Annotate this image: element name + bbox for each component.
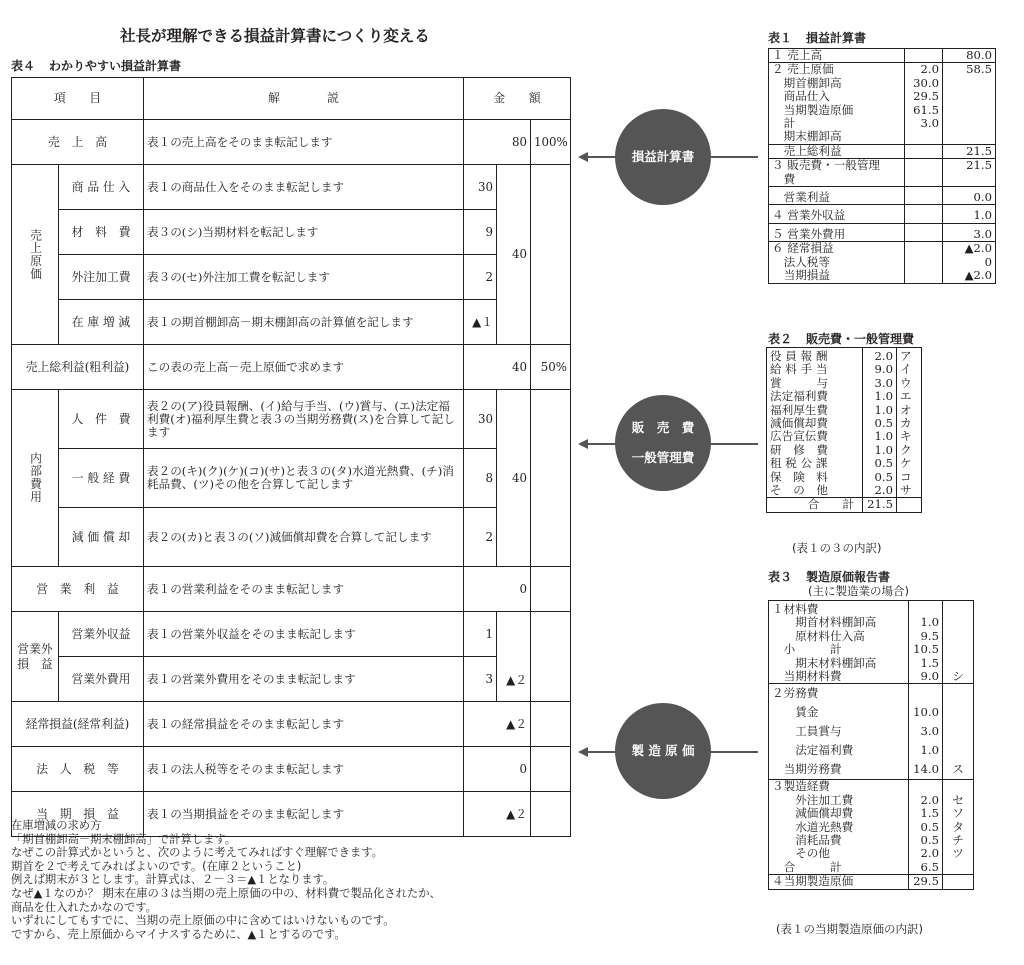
table1-b: 0.0 — [943, 187, 996, 205]
row-naibu-value: 2 — [464, 508, 497, 567]
row-toki-total: ▲２ — [497, 792, 531, 837]
row-genka-value: 30 — [464, 165, 497, 210]
table3-caption-title: 製造原価報告書 — [806, 570, 891, 584]
table2-kana: ア イ ウ エ オ カ キ ク ケ コ サ — [900, 349, 912, 498]
row-hojin-label: 法 人 税 等 — [12, 747, 144, 792]
table2-labels: 役 員 報 酬 給 料 手 当 賞 与 法定福利費 福利厚生費 減価償却費 広告宣伝費 研 修 費 租 税 公 課 保 険 料 そ の 他 — [767, 348, 863, 498]
table1-row — [769, 223, 996, 241]
row-genka-value: ▲１ — [464, 300, 497, 345]
table1-row — [769, 205, 996, 223]
note-line: なぜ▲１なのか？ 期末在庫の３は当期の売上原価の中の、材料費で製品化されたか、 — [11, 886, 441, 900]
row-eigyogai-desc: 表１の営業外費用をそのまま転記します — [144, 657, 464, 702]
row-naibu-label: 減 価 償 却 — [59, 508, 144, 567]
table3-sec3-labels: ３製造経費 外注加工費 減価償却費 水道光熱費 消耗品費 その他 合 計 — [769, 780, 909, 875]
note-line: いずれにしてもすでに、当期の売上原価の中に含めてはいけないものです。 — [11, 914, 395, 928]
row-eigyo-label: 営 業 利 益 — [12, 567, 144, 612]
group-genka: 売上原価 — [28, 228, 43, 281]
row-uriage-pct: 100% — [531, 120, 571, 165]
table1-row — [769, 63, 996, 144]
row-naibu-label: 一 般 経 費 — [59, 449, 144, 508]
note-line: なぜこの計算式かというと、次のように考えてみればすぐ理解できます。 — [11, 846, 383, 860]
table1-label: ４ 営業外収益 — [769, 205, 905, 223]
table1-b: ▲2.0 0 ▲2.0 — [943, 242, 996, 283]
table1 — [768, 48, 996, 284]
table3-sec4-value: 29.5 — [909, 875, 943, 889]
row-keijo-total: ▲２ — [497, 702, 531, 747]
row-genka-desc: 表３の(シ)当期材料を転記します — [144, 210, 464, 255]
header-item: 項 目 — [12, 78, 144, 120]
table1-label: 営業利益 — [769, 187, 905, 205]
table1-a: 2.0 30.0 29.5 61.5 3.0 — [905, 63, 943, 144]
table1-label: １ 売上高 — [769, 49, 905, 63]
table3-sec1-kana: シ — [952, 669, 964, 684]
table1-label: 売上総利益 — [769, 144, 905, 158]
row-arari-desc: この表の売上高－売上原価で求めます — [144, 345, 464, 390]
row-arari-pct: 50% — [531, 345, 571, 390]
row-genka-value: 2 — [464, 255, 497, 300]
header-explanation: 解 説 — [144, 78, 464, 120]
table2-values: 2.0 9.0 3.0 1.0 1.0 0.5 1.0 1.0 0.5 0.5 2.0 — [863, 348, 897, 498]
genka-subtotal: 40 — [497, 165, 531, 345]
row-hojin-total: 0 — [497, 747, 531, 792]
table1-row — [769, 159, 996, 187]
row-hojin-desc: 表１の法人税等をそのまま転記します — [144, 747, 464, 792]
table3-sec4-label: ４当期製造原価 — [769, 875, 909, 889]
table3-sec3-kana: セ ソ タ チ ツ — [943, 780, 974, 875]
table4 — [11, 77, 571, 837]
table1-b: 58.5 — [943, 63, 996, 144]
note-line: 在庫増減の求め方 — [11, 819, 102, 832]
row-genka-desc: 表１の期首棚卸高－期末棚卸高の計算値を記します — [144, 300, 464, 345]
row-eigyo-desc: 表１の営業利益をそのまま転記します — [144, 567, 464, 612]
table2 — [766, 347, 922, 513]
row-genka-value: 9 — [464, 210, 497, 255]
table4-caption-no: 表４ — [11, 59, 36, 73]
row-uriage-total: 80 — [497, 120, 531, 165]
table3-sec2-labels: ２労務費 賃金 工員賞与 法定福利費 当期労務費 — [769, 684, 909, 780]
table2-caption — [768, 330, 914, 347]
row-uriage-label: 売 上 高 — [12, 120, 144, 165]
note-line: 商品を仕入れたかなのです。 — [11, 900, 157, 914]
note-block — [11, 819, 441, 941]
group-eigyogai: 営業外損 益 — [12, 612, 59, 702]
table1-label: ２ 売上原価 期首棚卸高 商品仕入 当期製造原価 計 期末棚卸高 — [769, 63, 905, 144]
eigyogai-subtotal: ▲２ — [497, 612, 531, 702]
arrow-head — [578, 152, 588, 162]
table2-footnote: (表１の３の内訳) — [792, 541, 882, 555]
row-arari-total: 40 — [497, 345, 531, 390]
row-naibu-desc: 表２の(キ)(ク)(ケ)(コ)(サ)と表３の(タ)水道光熱費、(チ)消耗品費、(ツ)その他を合算して記します — [144, 449, 464, 508]
row-genka-desc: 表１の商品仕入をそのまま転記します — [144, 165, 464, 210]
note-line: ですから、売上原価からマイナスするために、▲１とするのです。 — [11, 927, 346, 941]
table4-caption-title: わかりやすい損益計算書 — [49, 59, 182, 73]
table2-total-value: 21.5 — [863, 498, 897, 512]
row-uriage-desc: 表１の売上高をそのまま転記します — [144, 120, 464, 165]
circle-sga-bottom: 一般管理費 — [631, 450, 695, 465]
table1-caption-title: 損益計算書 — [806, 31, 867, 45]
circle-mfg-label: 製 造 原 価 — [631, 743, 695, 758]
table1-b: 3.0 — [943, 223, 996, 241]
circle-sga — [615, 395, 711, 491]
circle-sga-top: 販 売 費 — [631, 420, 695, 435]
table2-caption-title: 販売費・一般管理費 — [806, 332, 915, 346]
row-genka-label: 商 品 仕 入 — [59, 165, 144, 210]
table1-label: ６ 経常損益 法人税等 当期損益 — [769, 242, 905, 283]
table1-row — [769, 144, 996, 158]
note-line: 「期首棚卸高－期末棚卸高」で計算します。 — [11, 832, 237, 846]
row-genka-desc: 表３の(セ)外注加工費を転記します — [144, 255, 464, 300]
row-toki-label: 当 期 損 益 — [12, 792, 144, 837]
table3-caption-no: 表３ — [768, 570, 793, 584]
table3 — [768, 600, 974, 890]
circle-pl-label: 損益計算書 — [631, 149, 695, 164]
arrow-head — [578, 747, 588, 757]
circle-mfg — [615, 703, 711, 799]
row-eigyogai-desc: 表１の営業外収益をそのまま転記します — [144, 612, 464, 657]
table1-b: 21.5 — [943, 159, 996, 187]
table1-row — [769, 242, 996, 283]
header-amount: 金 額 — [464, 78, 571, 120]
page-title: 社長が理解できる損益計算書につくり変える — [120, 27, 430, 45]
table1-a — [905, 49, 943, 63]
row-arari-label: 売上総利益(粗利益) — [12, 345, 144, 390]
table3-footnote: (表１の当期製造原価の内訳) — [776, 922, 923, 936]
row-naibu-value: 8 — [464, 449, 497, 508]
table1-row — [769, 49, 996, 63]
table1-label: ３ 販売費・一般管理 費 — [769, 159, 905, 187]
table3-caption-sub: (主に製造業の場合) — [808, 584, 909, 598]
arrow-head — [578, 439, 588, 449]
table1-b: 21.5 — [943, 144, 996, 158]
row-keijo-label: 経常損益(経常利益) — [12, 702, 144, 747]
row-naibu-label: 人 件 費 — [59, 390, 144, 449]
table4-caption — [11, 57, 181, 74]
row-genka-label: 在 庫 増 減 — [59, 300, 144, 345]
row-eigyo-total: 0 — [497, 567, 531, 612]
note-line: 期首を２で考えてみればよいのです。(在庫２ということ) — [11, 859, 302, 873]
table3-sec2-values: 10.0 3.0 1.0 14.0 — [909, 684, 943, 780]
row-genka-label: 外注加工費 — [59, 255, 144, 300]
row-eigyogai-value: 1 — [464, 612, 497, 657]
row-naibu-desc: 表２の(カ)と表３の(ソ)減価償却費を合算して記します — [144, 508, 464, 567]
note-line: 例えば期末が３とします。計算式は、２－３＝▲１となります。 — [11, 873, 335, 887]
table1-b: 1.0 — [943, 205, 996, 223]
row-toki-desc: 表１の当期損益をそのまま転記します — [144, 792, 464, 837]
table1-label: ５ 営業外費用 — [769, 223, 905, 241]
table3-sec1-labels: １材料費 期首材料棚卸高 原材料仕入高 小 計 期末材料棚卸高 当期材料費 — [769, 601, 909, 684]
circle-pl — [615, 109, 711, 205]
table2-caption-no: 表２ — [768, 332, 793, 346]
table2-total-label: 合 計 — [767, 498, 863, 512]
table1-caption — [768, 29, 866, 46]
table3-sec1-values: 1.0 9.5 10.5 1.5 9.0 — [909, 601, 943, 684]
group-naibu: 内部費用 — [28, 452, 43, 504]
table3-sec2-kana: ス — [943, 684, 974, 780]
row-naibu-value: 30 — [464, 390, 497, 449]
row-genka-label: 材 料 費 — [59, 210, 144, 255]
row-eigyogai-label: 営業外収益 — [59, 612, 144, 657]
table1-row — [769, 187, 996, 205]
row-eigyogai-label: 営業外費用 — [59, 657, 144, 702]
row-naibu-desc: 表２の(ア)役員報酬、(イ)給与手当、(ウ)賞与、(エ)法定福利費(オ)福利厚生費と表３の当期労務費(ス)を合算して記します — [144, 390, 464, 449]
row-eigyogai-value: 3 — [464, 657, 497, 702]
row-keijo-desc: 表１の経常損益をそのまま転記します — [144, 702, 464, 747]
naibu-subtotal: 40 — [497, 390, 531, 567]
table1-b: 80.0 — [943, 49, 996, 63]
table1-caption-no: 表１ — [768, 31, 793, 45]
table3-sec3-values: 2.0 1.5 0.5 0.5 2.0 6.5 — [909, 780, 943, 875]
